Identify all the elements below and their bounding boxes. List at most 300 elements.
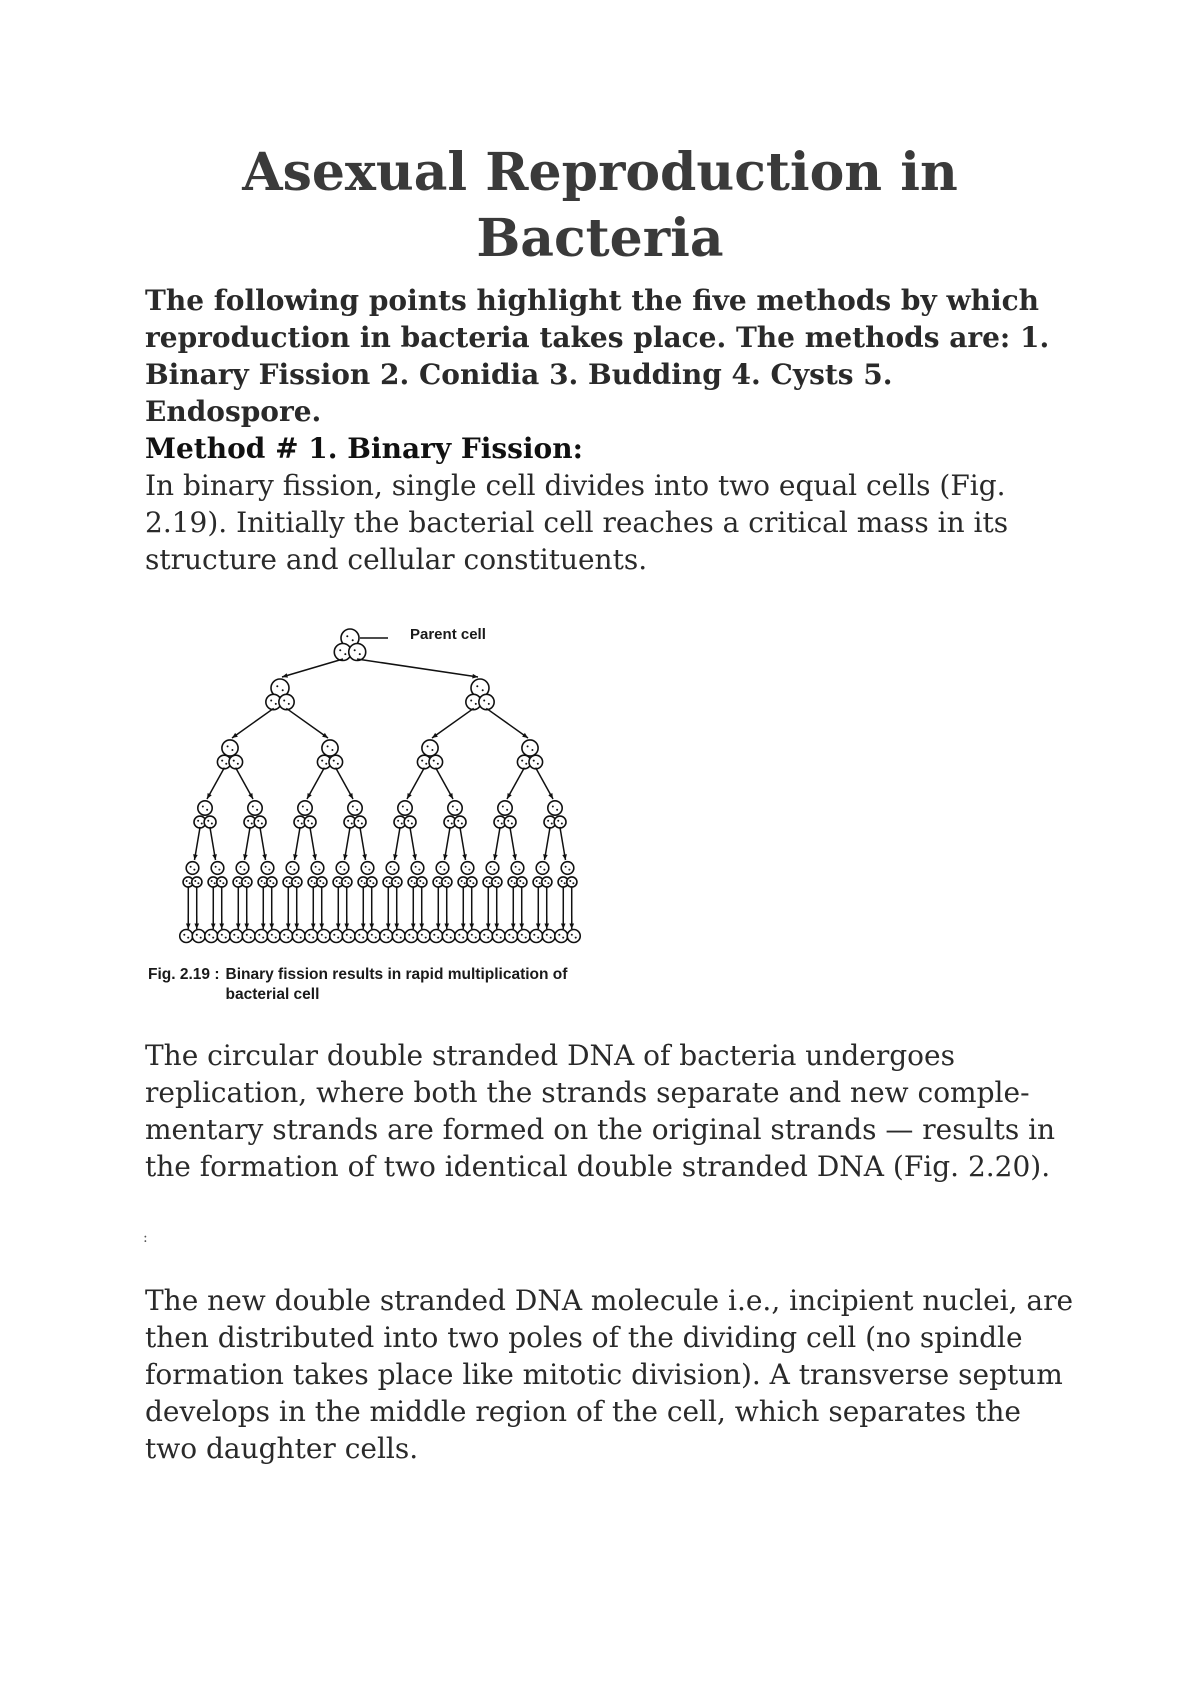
daughter-cell — [311, 862, 324, 875]
cell-dot — [321, 934, 323, 936]
daughter-cell — [448, 801, 462, 815]
cell-dot — [311, 880, 313, 882]
division-arrow-line — [282, 659, 343, 677]
cell-dot — [222, 882, 224, 884]
division-arrow-head — [336, 923, 341, 929]
division-arrow-head — [193, 854, 198, 860]
daughter-cell — [211, 862, 224, 875]
cell-dot — [533, 934, 535, 936]
division-arrow-head — [343, 854, 348, 860]
cell-dot — [190, 866, 192, 868]
dividing-cell-half — [367, 877, 377, 887]
dividing-cell-half — [217, 877, 227, 887]
cell-dot — [411, 880, 413, 882]
cell-dot — [508, 934, 510, 936]
cell-dot — [351, 822, 353, 824]
cell-dot — [393, 869, 395, 871]
dividing-cell-half — [354, 816, 366, 828]
dividing-cell-half — [254, 816, 266, 828]
cell-dot — [575, 937, 577, 939]
cell-dot — [539, 882, 541, 884]
cell-dot — [389, 882, 391, 884]
cell-dot — [265, 866, 267, 868]
cell-dot — [364, 882, 366, 884]
daughter-cell — [355, 930, 368, 943]
cell-dot — [422, 882, 424, 884]
cell-dot — [401, 822, 403, 824]
cell-dot — [197, 882, 199, 884]
cell-dot — [331, 749, 333, 751]
cell-dot — [187, 937, 189, 939]
dividing-cell-half — [192, 877, 202, 887]
cell-dot — [451, 822, 453, 824]
cell-dot — [290, 866, 292, 868]
dividing-cell-half — [479, 694, 494, 709]
cell-dot — [458, 934, 460, 936]
cell-dot — [333, 934, 335, 936]
daughter-cell — [398, 801, 412, 815]
cell-dot — [339, 649, 341, 651]
cell-dot — [550, 937, 552, 939]
dividing-cell-half — [229, 755, 243, 769]
cell-dot — [544, 880, 546, 882]
cell-dot — [325, 937, 327, 939]
cell-dot — [346, 635, 348, 637]
dividing-cell-half — [417, 877, 427, 887]
dividing-cell-half — [429, 755, 443, 769]
division-arrow-head — [362, 854, 367, 860]
cell-dot — [565, 866, 567, 868]
cell-dot — [369, 880, 371, 882]
cell-dot — [347, 820, 349, 822]
cell-dot — [415, 866, 417, 868]
cell-dot — [521, 934, 523, 936]
cell-dot — [461, 822, 463, 824]
division-arrow-head — [393, 854, 398, 860]
cell-dot — [193, 869, 195, 871]
cell-dot — [431, 749, 433, 751]
dividing-cell-half — [304, 816, 316, 828]
division-arrow-head — [486, 923, 491, 929]
daughter-cell — [498, 801, 512, 815]
cell-dot — [507, 820, 509, 822]
cell-dot — [365, 866, 367, 868]
division-arrow-head — [369, 923, 374, 929]
cell-dot — [311, 822, 313, 824]
cell-dot — [250, 937, 252, 939]
cell-dot — [533, 760, 535, 762]
cell-dot — [468, 869, 470, 871]
daughter-cell — [322, 740, 338, 756]
cell-dot — [183, 934, 185, 936]
division-arrow-head — [512, 854, 517, 860]
cell-dot — [288, 703, 290, 705]
cell-dot — [352, 639, 354, 641]
daughter-cell — [492, 930, 505, 943]
cell-dot — [272, 882, 274, 884]
cell-dot — [208, 934, 210, 936]
cell-dot — [243, 869, 245, 871]
cell-dot — [233, 934, 235, 936]
figure-caption-text: Binary fission results in rapid multiplication of bacterial cell — [225, 966, 568, 1003]
cell-dot — [294, 880, 296, 882]
cell-dot — [558, 934, 560, 936]
cell-dot — [221, 934, 223, 936]
cell-dot — [497, 820, 499, 822]
division-arrow-head — [419, 923, 424, 929]
daughter-cell — [192, 930, 205, 943]
cell-dot — [397, 882, 399, 884]
cell-dot — [219, 880, 221, 882]
cell-dot — [456, 809, 458, 811]
daughter-cell — [461, 862, 474, 875]
daughter-cell — [411, 862, 424, 875]
division-arrow-head — [186, 923, 191, 929]
daughter-cell — [217, 930, 230, 943]
cell-dot — [344, 653, 346, 655]
title-line-2: Bacteria — [476, 208, 724, 269]
cell-dot — [357, 820, 359, 822]
cell-dot — [552, 806, 554, 808]
daughter-cell — [505, 930, 518, 943]
cell-dot — [276, 685, 278, 687]
cell-dot — [202, 806, 204, 808]
division-arrow-head — [536, 923, 541, 929]
cell-dot — [470, 699, 472, 701]
cell-dot — [514, 882, 516, 884]
cell-dot — [475, 937, 477, 939]
cell-dot — [271, 934, 273, 936]
daughter-cell — [536, 862, 549, 875]
cell-dot — [547, 882, 549, 884]
cell-dot — [406, 809, 408, 811]
division-arrow-line — [232, 708, 274, 738]
title-line-1: Asexual Reproduction in — [242, 142, 958, 203]
dividing-cell-half — [554, 816, 566, 828]
cell-dot — [561, 880, 563, 882]
division-arrow-line — [286, 708, 328, 738]
cell-dot — [262, 937, 264, 939]
division-arrow-head — [312, 854, 317, 860]
daughter-cell — [530, 930, 543, 943]
dividing-cell-half — [204, 816, 216, 828]
cell-dot — [556, 809, 558, 811]
cell-dot — [214, 882, 216, 884]
division-arrow-head — [469, 923, 474, 929]
cell-dot — [488, 703, 490, 705]
cell-dot — [289, 882, 291, 884]
division-arrow-head — [411, 923, 416, 929]
cell-dot — [521, 760, 523, 762]
dividing-cell-half — [279, 694, 294, 709]
cell-dot — [212, 937, 214, 939]
daughter-cell — [548, 801, 562, 815]
daughter-cell — [298, 801, 312, 815]
division-arrow-head — [443, 854, 448, 860]
division-arrow-head — [194, 923, 199, 929]
daughter-cell — [480, 930, 493, 943]
dividing-cell-half — [454, 816, 466, 828]
paragraph-binary-fission-3: The new double stranded DNA molecule i.e., incipient nuclei, are then distributed into two poles of the dividing cell (no spindle formation takes place like mitotic division). A transverse septum develops in the middle region of the cell, which separates the two daughter cells. — [145, 1284, 1074, 1465]
dividing-cell-half — [442, 877, 452, 887]
division-arrow-head — [244, 923, 249, 929]
cell-dot — [419, 880, 421, 882]
cell-dot — [414, 882, 416, 884]
cell-dot — [206, 809, 208, 811]
division-arrow-head — [269, 923, 274, 929]
dividing-cell-half — [342, 877, 352, 887]
division-arrow-head — [461, 923, 466, 929]
dividing-cell-half — [504, 816, 516, 828]
cell-dot — [225, 763, 227, 765]
division-arrow-head — [494, 923, 499, 929]
division-arrow-head — [344, 923, 349, 929]
division-arrow-head — [211, 923, 216, 929]
cell-dot — [337, 937, 339, 939]
dividing-cell-half — [404, 816, 416, 828]
cell-dot — [358, 934, 360, 936]
cell-dot — [261, 880, 263, 882]
cell-dot — [543, 869, 545, 871]
dividing-cell-half — [392, 877, 402, 887]
cell-dot — [486, 880, 488, 882]
cell-dot — [440, 866, 442, 868]
division-arrow-head — [569, 923, 574, 929]
daughter-cell — [567, 930, 580, 943]
daughter-cell — [317, 930, 330, 943]
cell-dot — [247, 820, 249, 822]
cell-dot — [196, 934, 198, 936]
cell-dot — [343, 869, 345, 871]
cell-dot — [425, 937, 427, 939]
cell-dot — [402, 806, 404, 808]
cell-dot — [511, 822, 513, 824]
cell-dot — [490, 866, 492, 868]
daughter-cell — [280, 930, 293, 943]
dividing-cell-half — [267, 877, 277, 887]
cell-dot — [225, 937, 227, 939]
daughter-cell — [236, 862, 249, 875]
cell-dot — [433, 934, 435, 936]
cell-dot — [518, 869, 520, 871]
cell-dot — [306, 809, 308, 811]
cell-dot — [361, 822, 363, 824]
daughter-cell — [405, 930, 418, 943]
cell-dot — [321, 760, 323, 762]
dividing-cell-half — [317, 877, 327, 887]
cell-dot — [322, 882, 324, 884]
cell-dot — [362, 937, 364, 939]
cell-dot — [446, 934, 448, 936]
daughter-cell — [248, 801, 262, 815]
cell-dot — [207, 820, 209, 822]
cell-dot — [475, 703, 477, 705]
cell-dot — [314, 882, 316, 884]
daughter-cell — [342, 930, 355, 943]
daughter-cell — [292, 930, 305, 943]
division-arrow-head — [261, 923, 266, 929]
cell-dot — [211, 822, 213, 824]
cell-dot — [436, 880, 438, 882]
cell-dot — [337, 763, 339, 765]
cell-dot — [282, 689, 284, 691]
cell-dot — [511, 880, 513, 882]
cell-dot — [439, 882, 441, 884]
cell-dot — [525, 937, 527, 939]
division-arrow-line — [432, 708, 474, 738]
cell-dot — [297, 820, 299, 822]
method-heading: Method # 1. Binary Fission: — [145, 432, 583, 465]
cell-dot — [333, 760, 335, 762]
dividing-cell-half — [492, 877, 502, 887]
cell-dot — [418, 869, 420, 871]
cell-dot — [411, 822, 413, 824]
cell-dot — [437, 937, 439, 939]
cell-dot — [471, 934, 473, 936]
cell-dot — [336, 880, 338, 882]
cell-dot — [239, 882, 241, 884]
daughter-cell — [561, 862, 574, 875]
cell-dot — [375, 937, 377, 939]
cell-dot — [308, 934, 310, 936]
daughter-cell — [305, 930, 318, 943]
cell-dot — [476, 685, 478, 687]
cell-dot — [318, 869, 320, 871]
cell-dot — [356, 809, 358, 811]
cell-dot — [256, 809, 258, 811]
division-arrow-head — [219, 923, 224, 929]
division-arrow-head — [544, 923, 549, 929]
cell-dot — [301, 822, 303, 824]
cell-dot — [347, 882, 349, 884]
division-arrow-head — [286, 923, 291, 929]
daughter-cell — [422, 740, 438, 756]
cell-dot — [215, 866, 217, 868]
cell-dot — [261, 822, 263, 824]
cell-dot — [412, 937, 414, 939]
cell-dot — [257, 820, 259, 822]
cell-dot — [251, 822, 253, 824]
division-arrow-head — [311, 923, 316, 929]
cell-dot — [383, 934, 385, 936]
cell-dot — [211, 880, 213, 882]
cell-dot — [497, 882, 499, 884]
cell-dot — [372, 882, 374, 884]
figure-caption — [148, 965, 618, 1005]
cell-dot — [283, 699, 285, 701]
cell-dot — [296, 934, 298, 936]
cell-dot — [346, 934, 348, 936]
cell-dot — [461, 880, 463, 882]
division-arrow-head — [293, 854, 298, 860]
cell-dot — [487, 937, 489, 939]
cell-dot — [433, 760, 435, 762]
dividing-cell-half — [292, 877, 302, 887]
cell-dot — [186, 880, 188, 882]
division-arrow-head — [519, 923, 524, 929]
daughter-cell — [430, 930, 443, 943]
cell-dot — [483, 934, 485, 936]
figure-caption-label: Fig. 2.19 : — [148, 966, 220, 983]
daughter-cell — [522, 740, 538, 756]
cell-dot — [437, 763, 439, 765]
cell-dot — [425, 763, 427, 765]
cell-dot — [386, 880, 388, 882]
dividing-cell-half — [529, 755, 543, 769]
division-arrow-line — [357, 659, 478, 677]
cell-dot — [269, 880, 271, 882]
daughter-cell — [417, 930, 430, 943]
cell-dot — [531, 749, 533, 751]
cell-dot — [522, 882, 524, 884]
cell-dot — [359, 653, 361, 655]
cell-dot — [240, 866, 242, 868]
cell-dot — [244, 880, 246, 882]
cell-dot — [352, 806, 354, 808]
cell-dot — [252, 806, 254, 808]
cell-dot — [221, 760, 223, 762]
cell-dot — [287, 937, 289, 939]
division-arrow-head — [412, 854, 417, 860]
daughter-cell — [336, 862, 349, 875]
daughter-cell — [486, 862, 499, 875]
cell-dot — [390, 866, 392, 868]
daughter-cell — [380, 930, 393, 943]
cell-dot — [525, 763, 527, 765]
cell-dot — [396, 934, 398, 936]
cell-dot — [194, 880, 196, 882]
cell-dot — [246, 934, 248, 936]
cell-dot — [200, 937, 202, 939]
cell-dot — [482, 689, 484, 691]
dividing-cell-half — [349, 644, 366, 661]
daughter-cell — [386, 862, 399, 875]
cell-dot — [397, 820, 399, 822]
division-arrow-head — [243, 854, 248, 860]
daughter-cell — [511, 862, 524, 875]
cell-dot — [569, 880, 571, 882]
division-arrow-head — [236, 923, 241, 929]
cell-dot — [515, 866, 517, 868]
daughter-cell — [186, 862, 199, 875]
cell-dot — [537, 763, 539, 765]
cell-dot — [231, 749, 233, 751]
cell-dot — [494, 880, 496, 882]
cell-dot — [483, 699, 485, 701]
paragraph-binary-fission-1: In binary fission, single cell divides into two equal cells (Fig. 2.19). Initially the bacterial cell reaches a critical mass in its structure and cellular constituents. — [145, 469, 1009, 576]
cell-dot — [275, 937, 277, 939]
division-arrow-head — [462, 854, 467, 860]
cell-dot — [571, 934, 573, 936]
daughter-cell — [261, 862, 274, 875]
cell-dot — [361, 880, 363, 882]
daughter-cell — [555, 930, 568, 943]
cell-dot — [536, 880, 538, 882]
cell-dot — [519, 880, 521, 882]
division-arrow-head — [543, 854, 548, 860]
stray-mark: : — [143, 1230, 148, 1246]
cell-dot — [350, 937, 352, 939]
division-arrow-head — [294, 923, 299, 929]
division-arrow-head — [212, 854, 217, 860]
cell-dot — [572, 882, 574, 884]
parent-cell-label: Parent cell — [410, 626, 486, 643]
cell-dot — [227, 745, 229, 747]
cell-dot — [371, 934, 373, 936]
cell-dot — [300, 937, 302, 939]
fission-tree-diagram — [140, 620, 620, 960]
cell-dot — [297, 882, 299, 884]
